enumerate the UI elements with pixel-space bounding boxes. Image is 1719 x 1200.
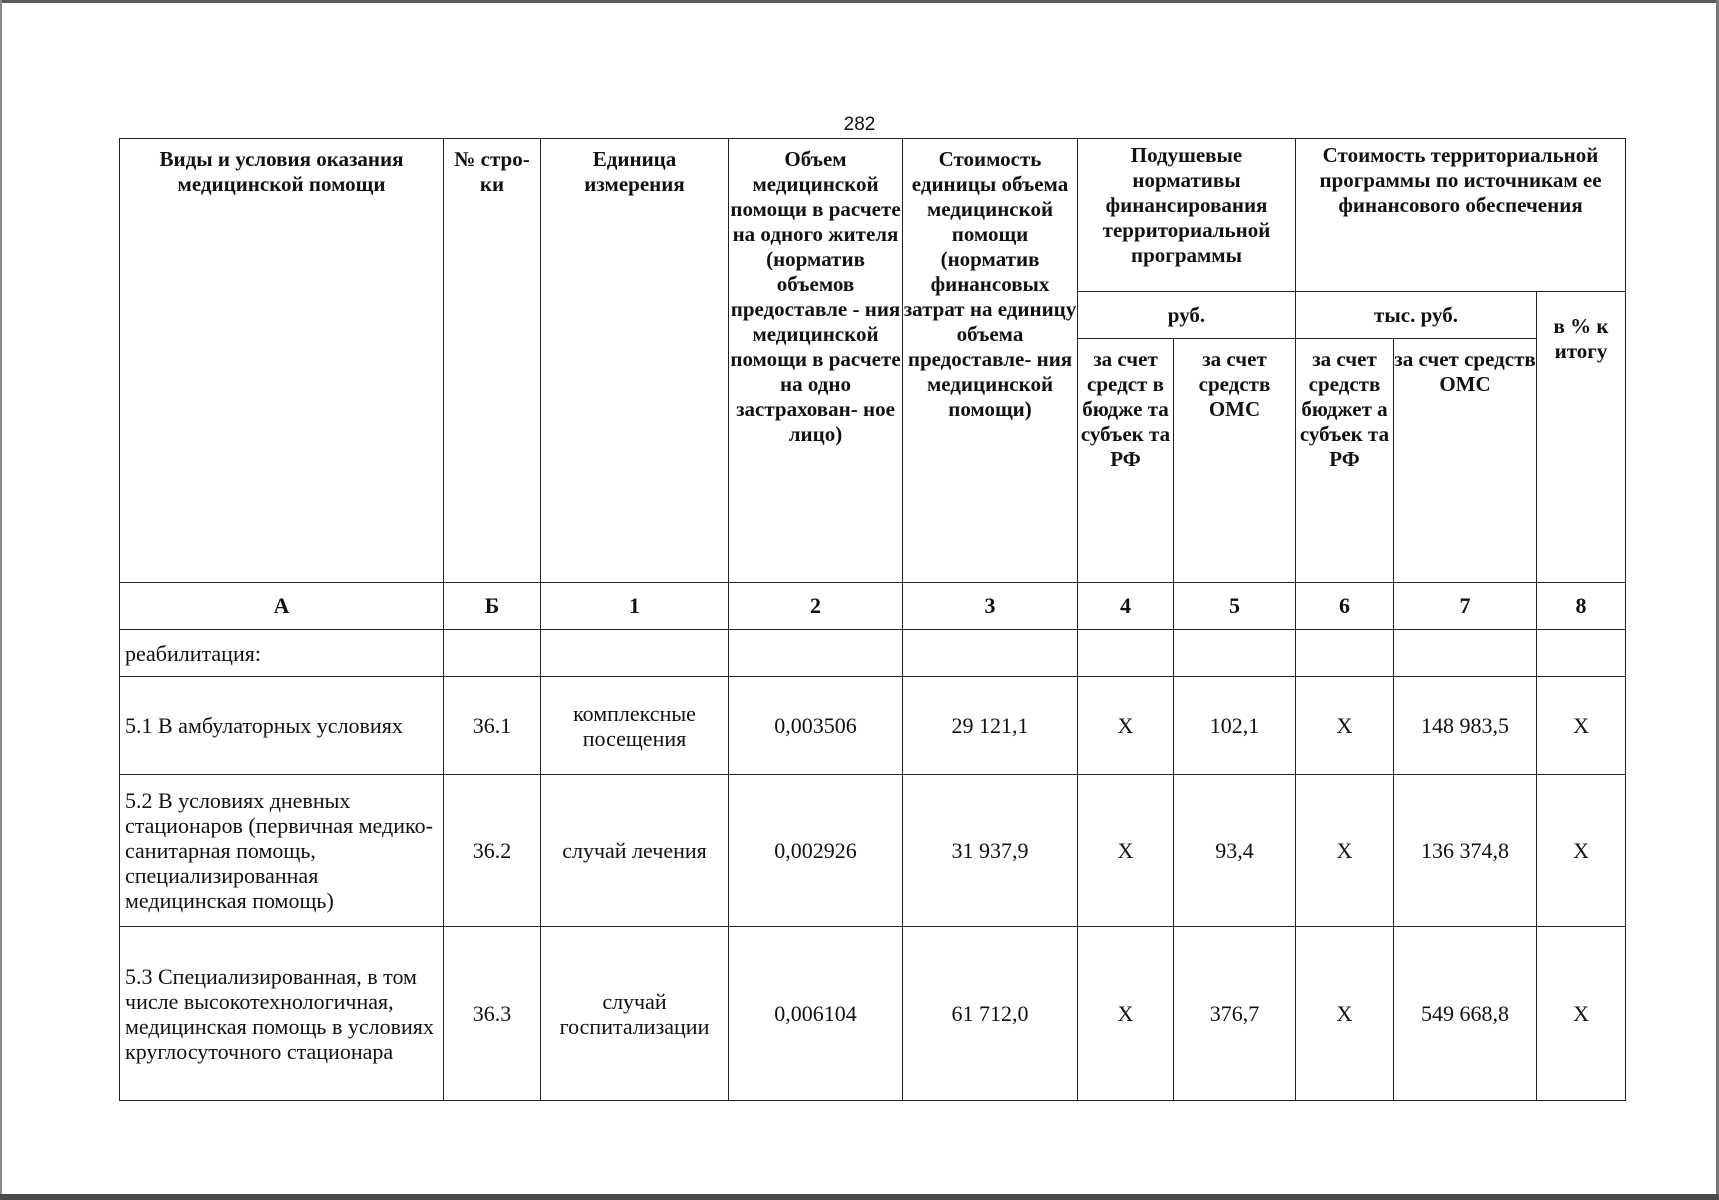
index-cell: 4 bbox=[1078, 583, 1174, 630]
header-col-a: Виды и условия оказания медицинской помощи bbox=[120, 139, 444, 583]
row-unit: случай госпитализации bbox=[541, 927, 729, 1101]
index-cell: 3 bbox=[903, 583, 1078, 630]
row-c7: 136 374,8 bbox=[1394, 775, 1537, 927]
header-col-b: № стро- ки bbox=[444, 139, 541, 583]
row-c4: Х bbox=[1078, 927, 1174, 1101]
row-c4: Х bbox=[1078, 677, 1174, 775]
header-col-3: Стоимость единицы объема медицинской помощи (норматив финансовых затрат на единицу объема предоставле- ния медицинской помощи) bbox=[903, 139, 1078, 583]
row-c6: Х bbox=[1296, 927, 1394, 1101]
financing-table bbox=[119, 138, 1626, 1101]
row-c5: 93,4 bbox=[1174, 775, 1296, 927]
row-volume: 0,003506 bbox=[729, 677, 903, 775]
scan-edge-bottom bbox=[0, 1194, 1719, 1200]
row-c6: Х bbox=[1296, 677, 1394, 775]
header-group-cost: Стоимость территориальной программы по источникам ее финансового обеспечения bbox=[1296, 139, 1626, 292]
row-line-number: 36.2 bbox=[444, 775, 541, 927]
row-name: 5.3 Специализированная, в том числе высокотехнологичная, медицинская помощь в условиях круглосуточного стационара bbox=[120, 927, 444, 1101]
row-volume bbox=[729, 630, 903, 677]
row-c8: Х bbox=[1537, 927, 1626, 1101]
row-c6: Х bbox=[1296, 775, 1394, 927]
index-cell: А bbox=[120, 583, 444, 630]
header-unit-rub: руб. bbox=[1078, 292, 1296, 339]
row-c7: 549 668,8 bbox=[1394, 927, 1537, 1101]
row-c7 bbox=[1394, 630, 1537, 677]
row-volume: 0,006104 bbox=[729, 927, 903, 1101]
header-col-6: за счет средств бюджет а субъек та РФ bbox=[1296, 339, 1394, 583]
row-c5 bbox=[1174, 630, 1296, 677]
row-c5: 376,7 bbox=[1174, 927, 1296, 1101]
row-volume: 0,002926 bbox=[729, 775, 903, 927]
row-c4 bbox=[1078, 630, 1174, 677]
index-cell: 5 bbox=[1174, 583, 1296, 630]
row-cost: 61 712,0 bbox=[903, 927, 1078, 1101]
header-row-groups bbox=[120, 139, 1626, 292]
header-col-2: Объем медицинской помощи в расчете на одного жителя (норматив объемов предоставле - ния медицинской помощи в расчете на одно застрахован- ное лицо) bbox=[729, 139, 903, 583]
row-c8: Х bbox=[1537, 775, 1626, 927]
scan-edge-left bbox=[0, 0, 2, 1200]
row-cost bbox=[903, 630, 1078, 677]
row-c7: 148 983,5 bbox=[1394, 677, 1537, 775]
row-c8: Х bbox=[1537, 677, 1626, 775]
scan-edge-top bbox=[0, 0, 1719, 3]
index-cell: 6 bbox=[1296, 583, 1394, 630]
row-cost: 31 937,9 bbox=[903, 775, 1078, 927]
index-row bbox=[120, 583, 1626, 630]
index-cell: 7 bbox=[1394, 583, 1537, 630]
index-cell: 8 bbox=[1537, 583, 1626, 630]
header-col-7: за счет средств ОМС bbox=[1394, 339, 1537, 583]
header-unit-thousand-rub: тыс. руб. bbox=[1296, 292, 1537, 339]
row-c4: Х bbox=[1078, 775, 1174, 927]
table-row bbox=[120, 630, 1626, 677]
row-line-number: 36.3 bbox=[444, 927, 541, 1101]
table-row bbox=[120, 927, 1626, 1101]
header-col-8: в % к итогу bbox=[1537, 292, 1626, 583]
row-name: реабилитация: bbox=[120, 630, 444, 677]
row-c5: 102,1 bbox=[1174, 677, 1296, 775]
row-c8 bbox=[1537, 630, 1626, 677]
row-unit bbox=[541, 630, 729, 677]
header-group-norms: Подушевые нормативы финансирования территориальной программы bbox=[1078, 139, 1296, 292]
index-cell: 2 bbox=[729, 583, 903, 630]
index-cell: 1 bbox=[541, 583, 729, 630]
table-row bbox=[120, 775, 1626, 927]
row-name: 5.2 В условиях дневных стационаров (первичная медико-санитарная помощь, специализированная медицинская помощь) bbox=[120, 775, 444, 927]
row-c6 bbox=[1296, 630, 1394, 677]
table-row bbox=[120, 677, 1626, 775]
row-cost: 29 121,1 bbox=[903, 677, 1078, 775]
header-col-1: Единица измерения bbox=[541, 139, 729, 583]
page-number: 282 bbox=[843, 114, 876, 135]
row-unit: комплексные посещения bbox=[541, 677, 729, 775]
header-col-4: за счет средст в бюдже та субъек та РФ bbox=[1078, 339, 1174, 583]
row-line-number: 36.1 bbox=[444, 677, 541, 775]
index-cell: Б bbox=[444, 583, 541, 630]
row-line-number bbox=[444, 630, 541, 677]
row-unit: случай лечения bbox=[541, 775, 729, 927]
header-col-5: за счет средств ОМС bbox=[1174, 339, 1296, 583]
row-name: 5.1 В амбулаторных условиях bbox=[120, 677, 444, 775]
